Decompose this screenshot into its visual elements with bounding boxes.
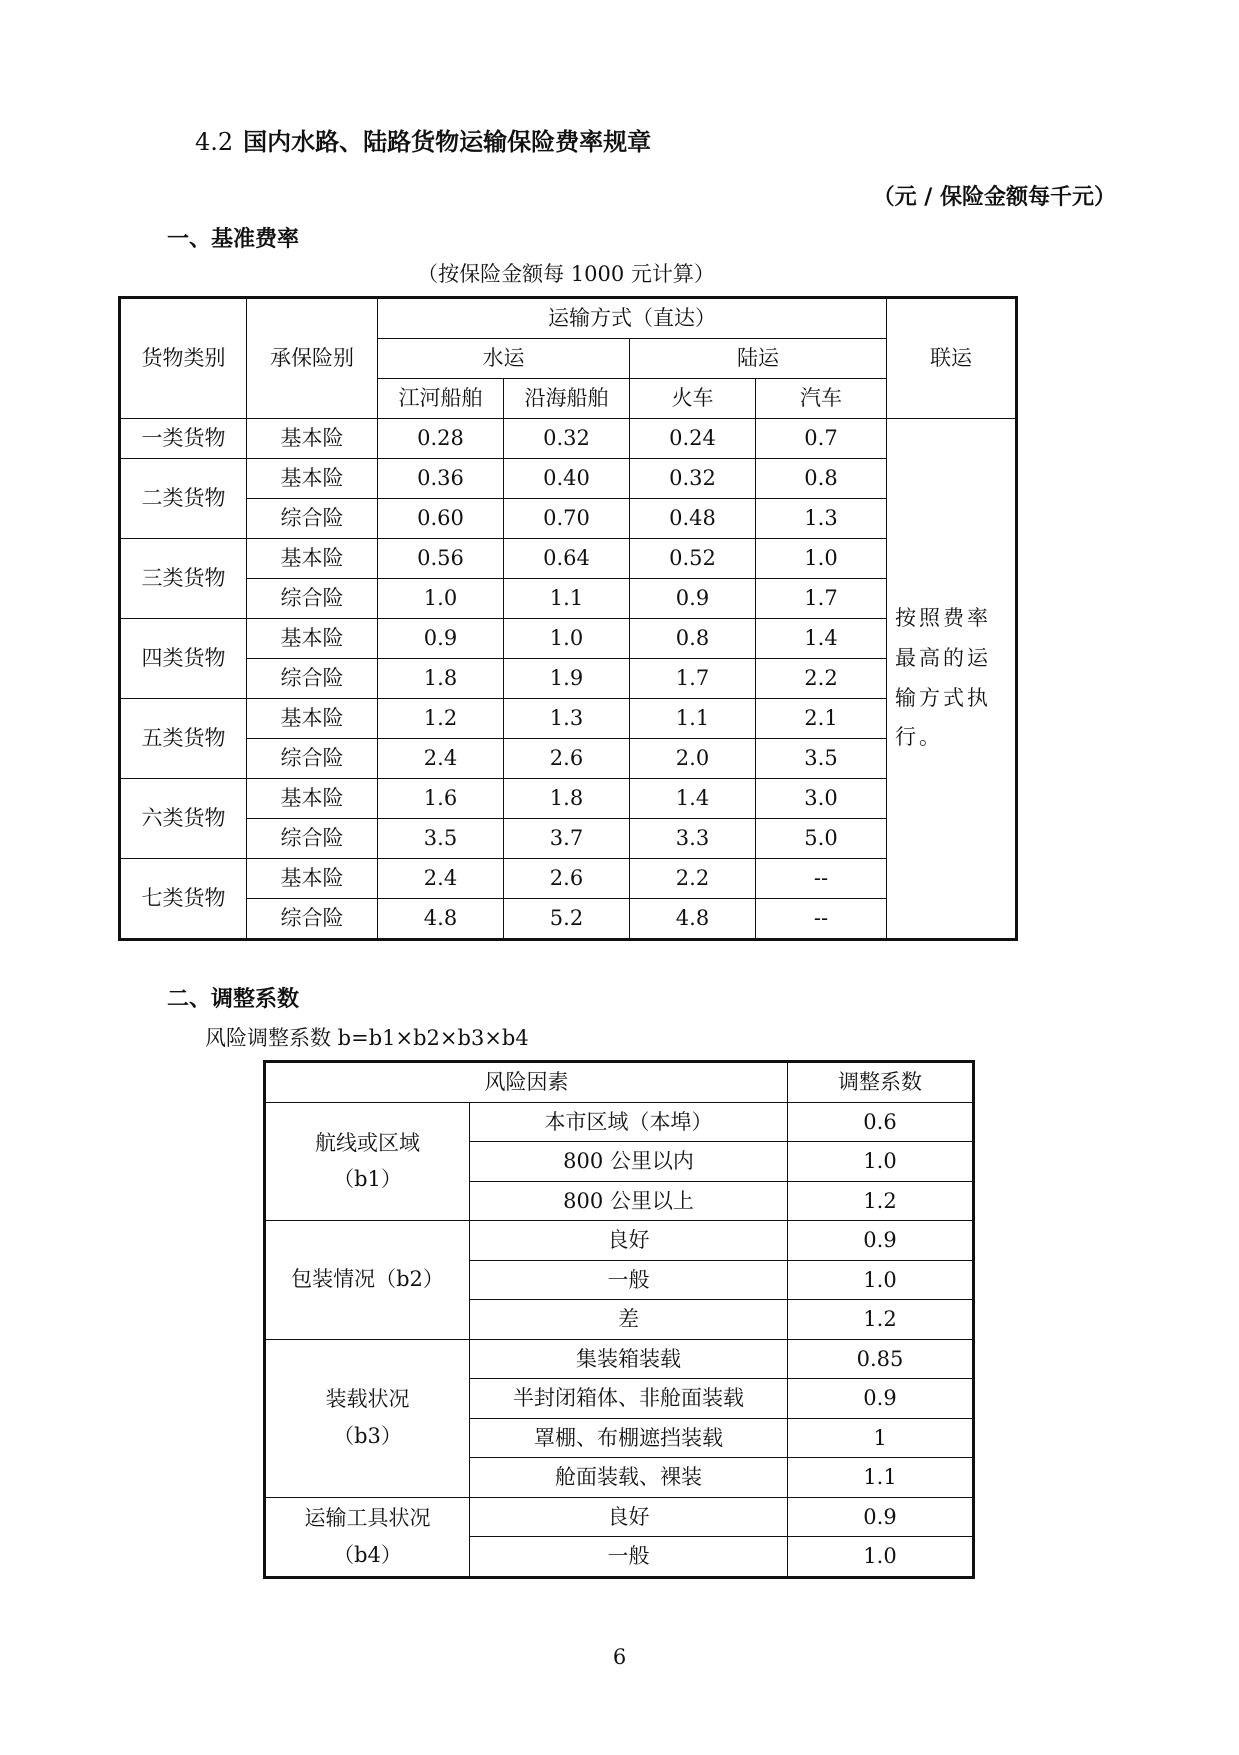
rate-value-cell: 2.2	[630, 859, 756, 899]
joint-transport-note: 按照费率最高的运输方式执行。	[887, 419, 1017, 940]
rate-value-cell: 1.7	[756, 579, 887, 619]
coverage-cell: 基本险	[247, 779, 378, 819]
rate-value-cell: 3.3	[630, 819, 756, 859]
rate-value-cell: 1.2	[378, 699, 504, 739]
cargo-class-cell: 一类货物	[120, 419, 247, 459]
rate-value-cell: 3.7	[504, 819, 630, 859]
adjust-row	[265, 1102, 974, 1142]
section1-heading: 一、基准费率	[167, 227, 300, 252]
risk-item-cell: 800 公里以上	[470, 1181, 788, 1221]
header-adjust-coef: 调整系数	[788, 1062, 974, 1103]
rate-row	[120, 899, 1017, 940]
rate-value-cell: 0.60	[378, 499, 504, 539]
risk-factor-name: 运输工具状况	[304, 1505, 431, 1530]
risk-item-cell: 集装箱装载	[470, 1339, 788, 1379]
header-risk-factor: 风险因素	[265, 1062, 788, 1103]
risk-factor-cell	[265, 1339, 470, 1497]
rate-row	[120, 699, 1017, 739]
risk-factor-cell	[265, 1221, 470, 1340]
cargo-class-cell: 七类货物	[120, 859, 247, 940]
header-cargo-class: 货物类别	[120, 298, 247, 419]
header-coverage: 承保险别	[247, 298, 378, 419]
rate-value-cell: 2.0	[630, 739, 756, 779]
rate-value-cell: 0.8	[630, 619, 756, 659]
adjust-row	[265, 1497, 974, 1537]
risk-item-cell: 良好	[470, 1497, 788, 1537]
rate-value-cell: 1.0	[504, 619, 630, 659]
rate-row	[120, 419, 1017, 459]
rate-value-cell: 0.9	[378, 619, 504, 659]
rate-value-cell: 0.40	[504, 459, 630, 499]
rate-value-cell: 0.48	[630, 499, 756, 539]
rate-row	[120, 619, 1017, 659]
rate-value-cell: 1.8	[504, 779, 630, 819]
risk-factor-name: 包装情况（b2）	[291, 1267, 444, 1292]
cargo-class-cell: 二类货物	[120, 459, 247, 539]
header-joint-transport: 联运	[887, 298, 1017, 419]
risk-item-cell: 良好	[470, 1221, 788, 1261]
coef-value-cell: 0.9	[788, 1379, 974, 1419]
rate-value-cell: 1.7	[630, 659, 756, 699]
rate-row	[120, 859, 1017, 899]
risk-factor-code: （b3）	[333, 1424, 402, 1448]
rate-value-cell: 1.1	[630, 699, 756, 739]
page-title	[195, 122, 651, 157]
risk-item-cell: 差	[470, 1300, 788, 1340]
rate-value-cell: 0.24	[630, 419, 756, 459]
coef-value-cell: 1.0	[788, 1260, 974, 1300]
risk-item-cell: 800 公里以内	[470, 1142, 788, 1182]
rate-value-cell: 1.0	[756, 539, 887, 579]
title-text: 国内水路、陆路货物运输保险费率规章	[243, 128, 652, 156]
rate-value-cell: 5.2	[504, 899, 630, 940]
coef-value-cell: 1.2	[788, 1300, 974, 1340]
coef-value-cell: 0.9	[788, 1497, 974, 1537]
rate-value-cell: 2.6	[504, 859, 630, 899]
rate-value-cell: 1.0	[378, 579, 504, 619]
header-water: 水运	[378, 339, 630, 379]
rate-value-cell: 1.6	[378, 779, 504, 819]
coef-value-cell: 0.85	[788, 1339, 974, 1379]
coverage-cell: 综合险	[247, 899, 378, 940]
rate-value-cell: 0.56	[378, 539, 504, 579]
cargo-class-cell: 四类货物	[120, 619, 247, 699]
risk-factor-cell	[265, 1102, 470, 1221]
header-land: 陆运	[630, 339, 887, 379]
risk-item-cell: 半封闭箱体、非舱面装载	[470, 1379, 788, 1419]
coef-value-cell: 1.1	[788, 1458, 974, 1498]
rate-value-cell: 2.6	[504, 739, 630, 779]
coverage-cell: 基本险	[247, 459, 378, 499]
rate-value-cell: 0.52	[630, 539, 756, 579]
rate-value-cell: 2.1	[756, 699, 887, 739]
coverage-cell: 基本险	[247, 859, 378, 899]
coef-value-cell: 1.0	[788, 1142, 974, 1182]
rate-value-cell: 0.32	[630, 459, 756, 499]
coverage-cell: 基本险	[247, 419, 378, 459]
header-truck: 汽车	[756, 379, 887, 419]
rate-value-cell: 3.5	[378, 819, 504, 859]
risk-item-cell: 罩棚、布棚遮挡装载	[470, 1418, 788, 1458]
rate-value-cell: 0.70	[504, 499, 630, 539]
risk-factor-cell	[265, 1497, 470, 1577]
rate-value-cell: --	[756, 899, 887, 940]
cargo-class-cell: 六类货物	[120, 779, 247, 859]
risk-item-cell: 本市区域（本埠）	[470, 1102, 788, 1142]
rate-row	[120, 459, 1017, 499]
header-coastal-vessel: 沿海船舶	[504, 379, 630, 419]
adjust-formula: 风险调整系数 b=b1×b2×b3×b4	[205, 1026, 529, 1050]
risk-factor-name: 航线或区域	[315, 1130, 420, 1155]
coverage-cell: 基本险	[247, 619, 378, 659]
risk-item-cell: 一般	[470, 1260, 788, 1300]
rate-row	[120, 539, 1017, 579]
adjust-row	[265, 1339, 974, 1379]
coverage-cell: 综合险	[247, 739, 378, 779]
rate-value-cell: 0.28	[378, 419, 504, 459]
rate-row	[120, 579, 1017, 619]
adjust-row	[265, 1221, 974, 1261]
rate-value-cell: 1.8	[378, 659, 504, 699]
rate-value-cell: 2.4	[378, 739, 504, 779]
cargo-class-cell: 三类货物	[120, 539, 247, 619]
risk-item-cell: 舱面装载、裸装	[470, 1458, 788, 1498]
coverage-cell: 基本险	[247, 699, 378, 739]
coverage-cell: 综合险	[247, 579, 378, 619]
risk-item-cell: 一般	[470, 1537, 788, 1578]
coef-value-cell: 1	[788, 1418, 974, 1458]
header-transport-mode: 运输方式（直达）	[378, 298, 887, 339]
rate-row	[120, 659, 1017, 699]
rate-value-cell: 1.4	[630, 779, 756, 819]
rate-value-cell: 0.8	[756, 459, 887, 499]
rate-value-cell: 1.9	[504, 659, 630, 699]
rate-value-cell: --	[756, 859, 887, 899]
coverage-cell: 综合险	[247, 659, 378, 699]
rate-value-cell: 1.1	[504, 579, 630, 619]
rate-value-cell: 0.32	[504, 419, 630, 459]
rate-value-cell: 0.64	[504, 539, 630, 579]
rate-value-cell: 0.36	[378, 459, 504, 499]
risk-factor-name: 装载状况	[325, 1387, 410, 1412]
coef-value-cell: 1.0	[788, 1537, 974, 1578]
coef-value-cell: 0.9	[788, 1221, 974, 1261]
rate-value-cell: 2.2	[756, 659, 887, 699]
rate-caption: （按保险金额每 1000 元计算）	[417, 262, 715, 286]
header-train: 火车	[630, 379, 756, 419]
header-river-vessel: 江河船舶	[378, 379, 504, 419]
coef-value-cell: 0.6	[788, 1102, 974, 1142]
rate-value-cell: 1.4	[756, 619, 887, 659]
coverage-cell: 综合险	[247, 499, 378, 539]
rate-row	[120, 499, 1017, 539]
risk-factor-code: （b1）	[333, 1167, 402, 1192]
rate-value-cell: 1.3	[756, 499, 887, 539]
rate-value-cell: 3.0	[756, 779, 887, 819]
rate-row	[120, 779, 1017, 819]
rate-row	[120, 819, 1017, 859]
rate-value-cell: 3.5	[756, 739, 887, 779]
unit-note: （元 / 保险金额每千元）	[872, 185, 1116, 210]
rate-row	[120, 739, 1017, 779]
page-number: 6	[612, 1645, 627, 1669]
rate-value-cell: 5.0	[756, 819, 887, 859]
coverage-cell: 综合险	[247, 819, 378, 859]
adjustment-table	[263, 1060, 975, 1579]
coef-value-cell: 1.2	[788, 1181, 974, 1221]
rate-value-cell: 4.8	[378, 899, 504, 940]
risk-factor-code: （b4）	[333, 1542, 402, 1567]
section2-heading: 二、调整系数	[167, 987, 300, 1012]
cargo-class-cell: 五类货物	[120, 699, 247, 779]
base-rate-table	[118, 296, 1018, 941]
coverage-cell: 基本险	[247, 539, 378, 579]
rate-value-cell: 0.7	[756, 419, 887, 459]
rate-value-cell: 0.9	[630, 579, 756, 619]
section-number: 4.2	[195, 128, 234, 156]
rate-value-cell: 2.4	[378, 859, 504, 899]
rate-value-cell: 1.3	[504, 699, 630, 739]
rate-value-cell: 4.8	[630, 899, 756, 940]
